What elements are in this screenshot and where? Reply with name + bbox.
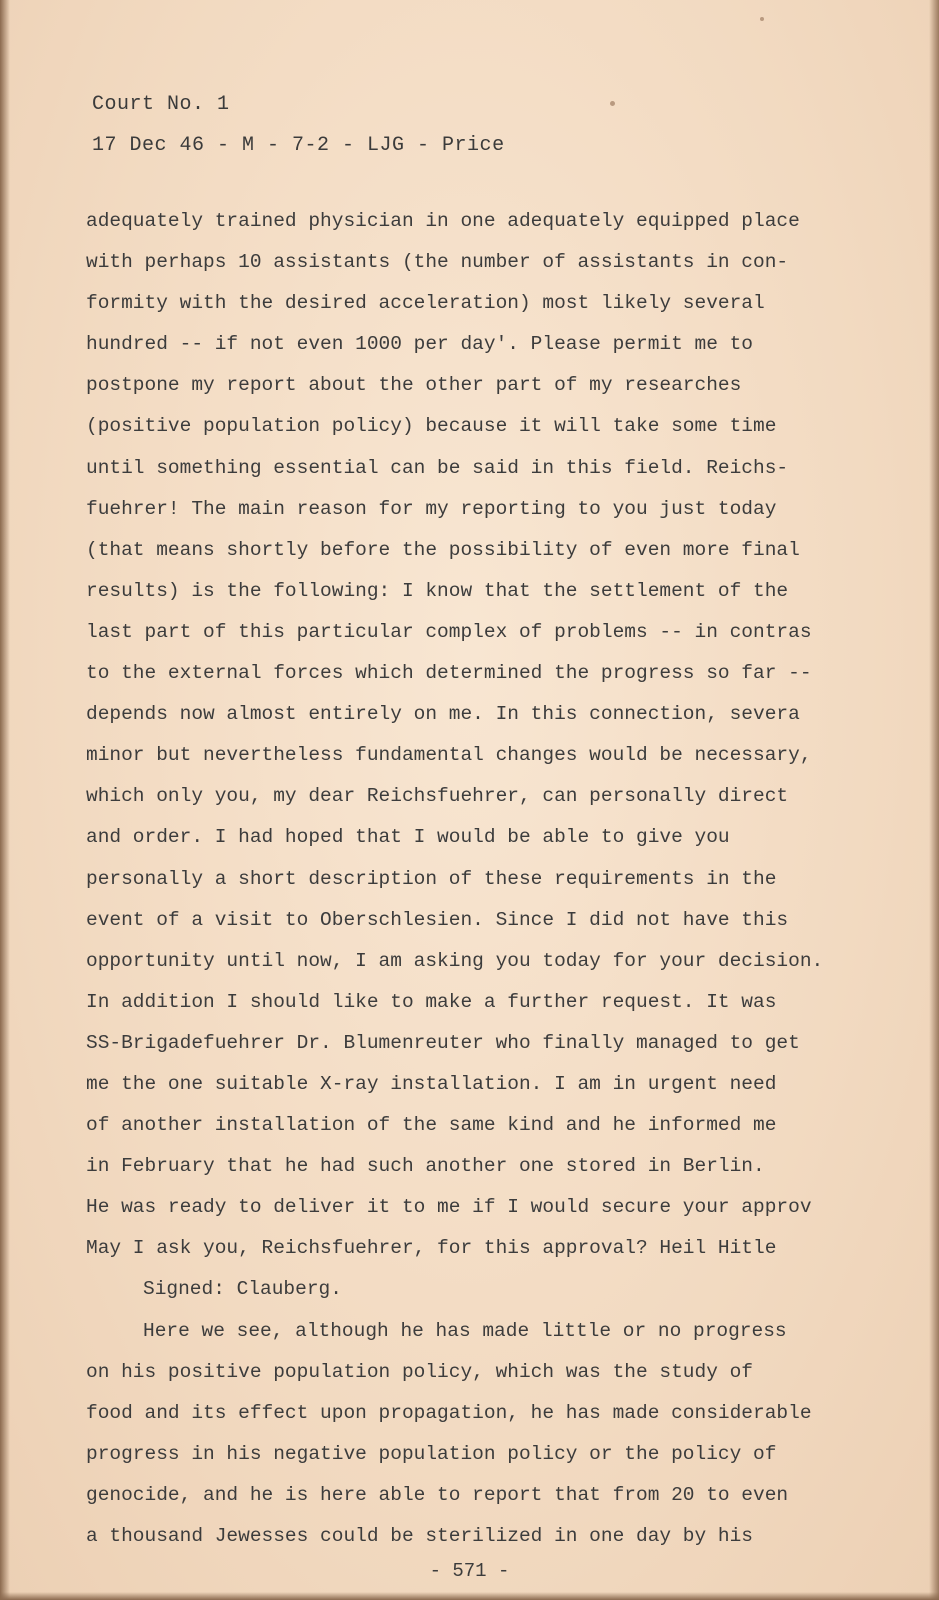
signature-line: Signed: Clauberg. [143, 1278, 342, 1301]
text-line: which only you, my dear Reichsfuehrer, can personally direct [86, 785, 789, 808]
text-line: in February that he had such another one stored in Berlin. [86, 1155, 765, 1178]
paper-spot [610, 101, 615, 106]
text-line: SS-Brigadefuehrer Dr. Blumenreuter who finally managed to get [86, 1031, 800, 1054]
text-line: postpone my report about the other part of my researches [86, 374, 742, 397]
page-edge-left [0, 0, 10, 1600]
transcript-body [86, 201, 846, 1557]
text-line: (that means shortly before the possibility of even more final [86, 538, 800, 561]
text-line: last part of this particular complex of problems -- in contras [86, 620, 812, 643]
text-line: until something essential can be said in this field. Reichs- [86, 456, 789, 479]
text-line: He was ready to deliver it to me if I would secure your approv [86, 1196, 812, 1219]
commentary-line: a thousand Jewesses could be sterilized in one day by his [86, 1525, 754, 1547]
text-line: of another installation of the same kind and he informed me [86, 1114, 777, 1137]
text-line: (positive population policy) because it will take some time [86, 415, 777, 438]
commentary-line: progress in his negative population policy or the policy of [86, 1442, 777, 1465]
text-line: me the one suitable X-ray installation. I am in urgent need [86, 1072, 777, 1095]
text-line: hundred -- if not even 1000 per day'. Please permit me to [86, 333, 754, 356]
text-line: to the external forces which determined the progress so far -- [86, 662, 812, 685]
commentary-line: Here we see, although he has made little or no progress [143, 1319, 787, 1342]
text-line: with perhaps 10 assistants (the number of assistants in con- [86, 251, 789, 274]
session-info: 17 Dec 46 - M - 7-2 - LJG - Price [92, 134, 505, 157]
commentary-line: on his positive population policy, which was the study of [86, 1360, 754, 1383]
text-line: In addition I should like to make a further request. It was [86, 990, 777, 1013]
page-edge-right [929, 0, 939, 1600]
text-line: opportunity until now, I am asking you today for your decision. [86, 949, 824, 972]
text-line: adequately trained physician in one adequately equipped place [86, 210, 800, 232]
text-line: and order. I had hoped that I would be able to give you [86, 826, 730, 849]
text-line: depends now almost entirely on me. In this connection, severa [86, 703, 800, 726]
paper-spot [760, 17, 764, 21]
commentary-line: genocide, and he is here able to report that from 20 to even [86, 1483, 789, 1506]
text-line: formity with the desired acceleration) most likely several [86, 292, 765, 315]
text-line: May I ask you, Reichsfuehrer, for this approval? Heil Hitle [86, 1237, 777, 1260]
text-line: fuehrer! The main reason for my reporting to you just today [86, 497, 777, 520]
header [92, 84, 505, 166]
page-edge-bottom [0, 1592, 939, 1600]
text-line: personally a short description of these requirements in the [86, 867, 777, 890]
text-line: results) is the following: I know that the settlement of the [86, 579, 789, 602]
commentary-line: food and its effect upon propagation, he has made considerable [86, 1401, 812, 1424]
text-line: minor but nevertheless fundamental changes would be necessary, [86, 744, 812, 767]
page-number: - 571 - [429, 1560, 510, 1582]
text-line: event of a visit to Oberschlesien. Since I did not have this [86, 908, 789, 931]
court-number: Court No. 1 [92, 93, 230, 116]
